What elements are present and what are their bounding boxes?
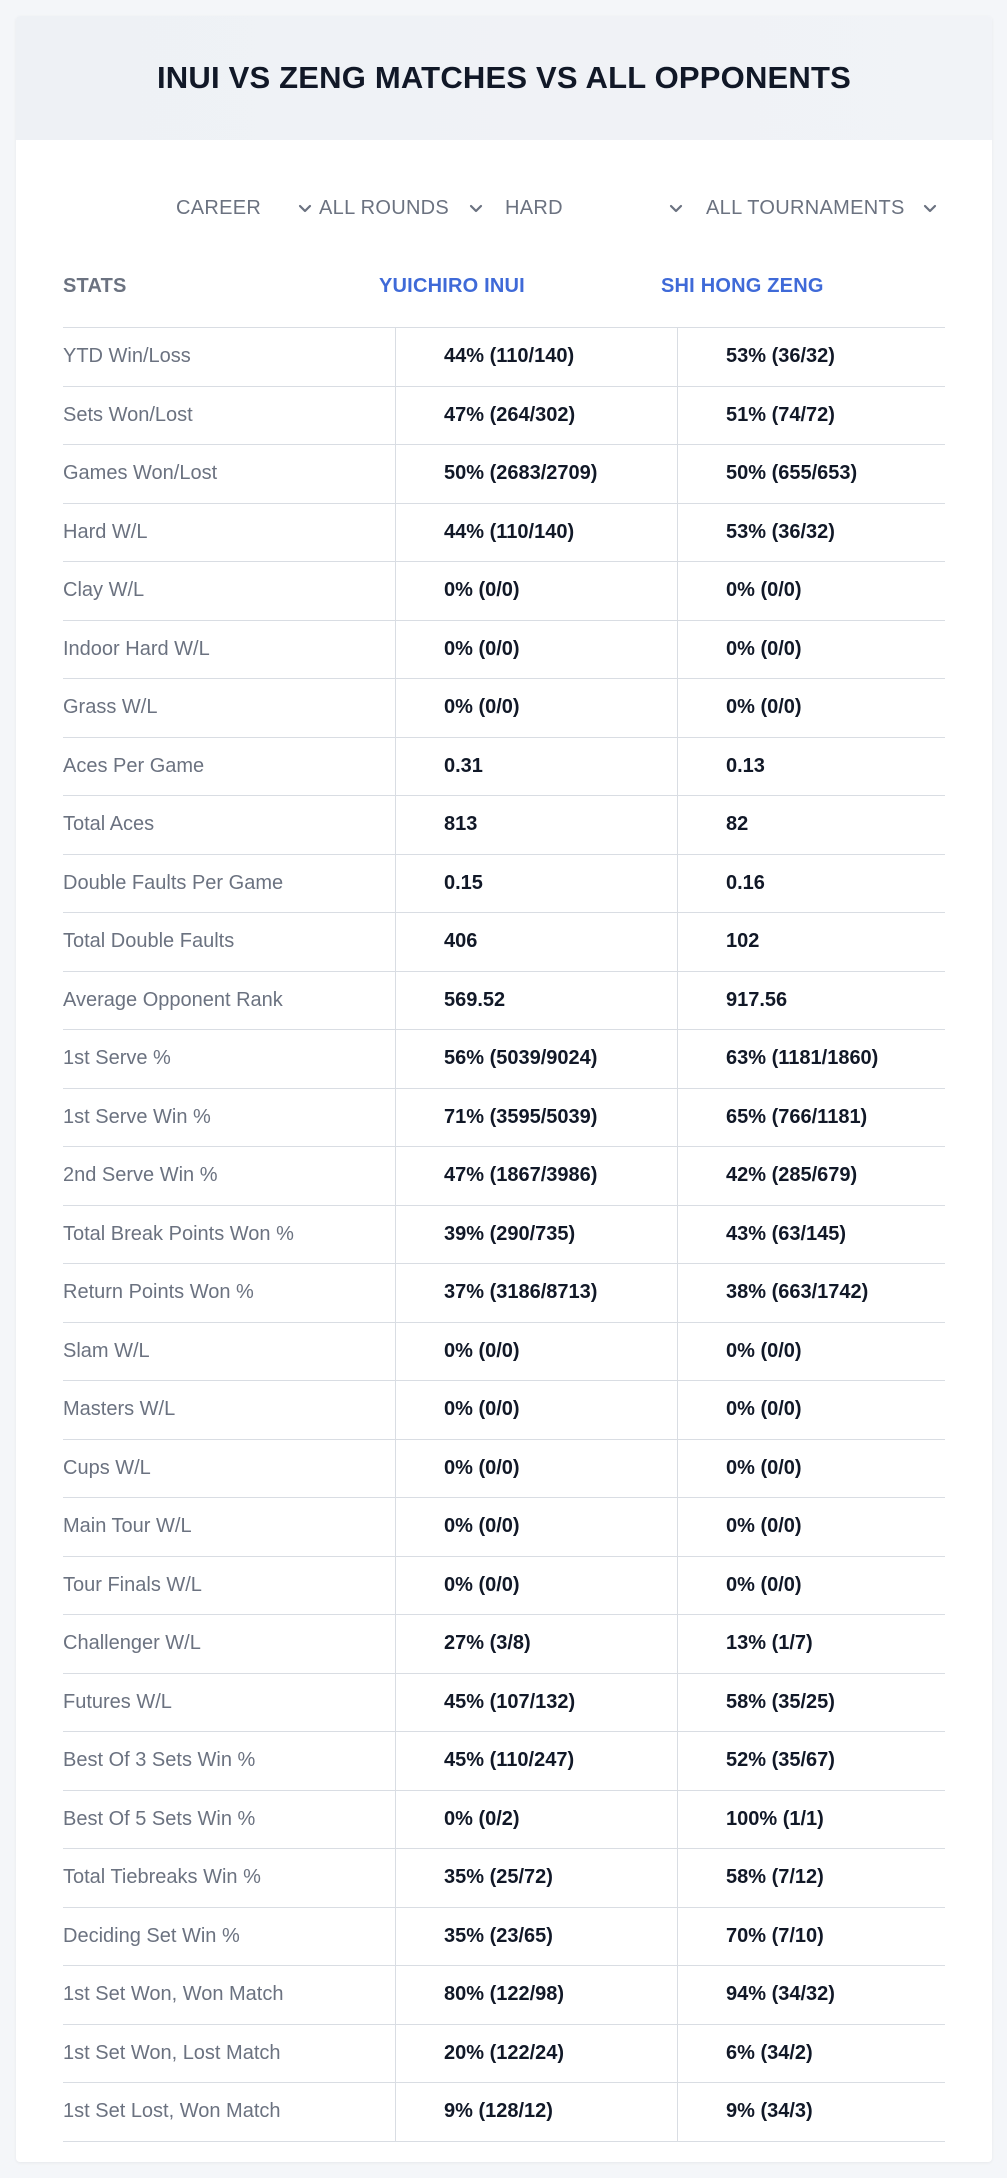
- stat-label: Tour Finals W/L: [63, 1573, 202, 1596]
- stat-label: 1st Set Lost, Won Match: [63, 2100, 281, 2123]
- player1-value: 44% (110/140): [395, 328, 677, 386]
- stat-label: Cups W/L: [63, 1456, 151, 1479]
- column-header-player1[interactable]: YUICHIRO INUI: [379, 275, 525, 297]
- player1-value: 20% (122/24): [395, 2025, 677, 2083]
- player1-value: 0.31: [395, 738, 677, 796]
- player2-value: 58% (7/12): [677, 1849, 945, 1907]
- table-row: [63, 913, 945, 972]
- rounds-select-value: ALL ROUNDS: [319, 196, 450, 219]
- stat-label: Return Points Won %: [63, 1281, 254, 1304]
- table-row: [63, 1732, 945, 1791]
- table-row: [63, 1615, 945, 1674]
- table-row: [63, 738, 945, 797]
- stat-label: Sets Won/Lost: [63, 403, 193, 426]
- player1-value: 0% (0/0): [395, 1498, 677, 1556]
- player1-value: 0% (0/0): [395, 562, 677, 620]
- player2-value: 52% (35/67): [677, 1732, 945, 1790]
- table-row: [63, 1323, 945, 1382]
- table-row: [63, 1089, 945, 1148]
- player1-value: 9% (128/12): [395, 2083, 677, 2141]
- player1-value: 0% (0/0): [395, 1440, 677, 1498]
- chevron-down-icon: [922, 200, 938, 216]
- player2-value: 38% (663/1742): [677, 1264, 945, 1322]
- stats-card: [16, 16, 992, 2162]
- table-row: [63, 1030, 945, 1089]
- surface-select-value: HARD: [505, 196, 563, 219]
- player2-value: 51% (74/72): [677, 387, 945, 445]
- player2-value: 102: [677, 913, 945, 971]
- player2-value: 63% (1181/1860): [677, 1030, 945, 1088]
- stat-label: Challenger W/L: [63, 1632, 201, 1655]
- column-header-player2[interactable]: SHI HONG ZENG: [661, 275, 824, 297]
- player1-value: 80% (122/98): [395, 1966, 677, 2024]
- player2-value: 0% (0/0): [677, 1323, 945, 1381]
- player2-value: 82: [677, 796, 945, 854]
- player1-value: 47% (264/302): [395, 387, 677, 445]
- table-row: [63, 1849, 945, 1908]
- chevron-down-icon: [297, 200, 313, 216]
- player1-value: 0% (0/0): [395, 1557, 677, 1615]
- table-row: [63, 1791, 945, 1850]
- table-row: [63, 1674, 945, 1733]
- stat-label: Deciding Set Win %: [63, 1924, 240, 1947]
- player1-value: 27% (3/8): [395, 1615, 677, 1673]
- player1-value: 0% (0/0): [395, 1323, 677, 1381]
- player2-value: 58% (35/25): [677, 1674, 945, 1732]
- stat-label: 1st Set Won, Won Match: [63, 1983, 284, 2006]
- table-row: [63, 387, 945, 446]
- player1-value: 406: [395, 913, 677, 971]
- player1-value: 50% (2683/2709): [395, 445, 677, 503]
- player2-value: 43% (63/145): [677, 1206, 945, 1264]
- player1-value: 569.52: [395, 972, 677, 1030]
- player1-value: 35% (23/65): [395, 1908, 677, 1966]
- stat-label: 1st Serve Win %: [63, 1105, 211, 1128]
- stat-label: Aces Per Game: [63, 754, 205, 777]
- stat-label: Indoor Hard W/L: [63, 637, 210, 660]
- player2-value: 9% (34/3): [677, 2083, 945, 2141]
- table-row: [63, 1966, 945, 2025]
- table-row: [63, 2025, 945, 2084]
- player2-value: 0% (0/0): [677, 1498, 945, 1556]
- stat-label: Total Double Faults: [63, 930, 235, 953]
- table-row: [63, 855, 945, 914]
- stats-table: [63, 244, 945, 2142]
- stat-label: Total Tiebreaks Win %: [63, 1866, 261, 1889]
- table-row: [63, 679, 945, 738]
- stat-label: Hard W/L: [63, 520, 148, 543]
- player1-value: 35% (25/72): [395, 1849, 677, 1907]
- player1-value: 39% (290/735): [395, 1206, 677, 1264]
- player1-value: 813: [395, 796, 677, 854]
- player1-value: 0% (0/0): [395, 621, 677, 679]
- player1-value: 0% (0/0): [395, 679, 677, 737]
- stat-label: Grass W/L: [63, 696, 158, 719]
- rounds-select[interactable]: [319, 188, 449, 228]
- player1-value: 0% (0/0): [395, 1381, 677, 1439]
- player2-value: 100% (1/1): [677, 1791, 945, 1849]
- table-row: [63, 1147, 945, 1206]
- stat-label: Clay W/L: [63, 579, 145, 602]
- table-row: [63, 621, 945, 680]
- stat-label: 1st Set Won, Lost Match: [63, 2041, 281, 2064]
- table-row: [63, 1440, 945, 1499]
- filter-bar: [16, 188, 992, 228]
- table-header: [63, 244, 945, 328]
- player2-value: 0.16: [677, 855, 945, 913]
- player2-value: 0% (0/0): [677, 621, 945, 679]
- stat-label: Average Opponent Rank: [63, 988, 283, 1011]
- stat-label: 2nd Serve Win %: [63, 1164, 218, 1187]
- tournaments-select[interactable]: [706, 188, 905, 228]
- card-header: [16, 16, 992, 140]
- table-row: [63, 328, 945, 387]
- column-header-stats: STATS: [63, 275, 127, 297]
- stat-label: Slam W/L: [63, 1339, 150, 1362]
- page-title: INUI VS ZENG MATCHES VS ALL OPPONENTS: [156, 60, 852, 95]
- table-row: [63, 796, 945, 855]
- player2-value: 53% (36/32): [677, 328, 945, 386]
- table-row: [63, 445, 945, 504]
- chevron-down-icon: [668, 200, 684, 216]
- player1-value: 56% (5039/9024): [395, 1030, 677, 1088]
- player2-value: 0% (0/0): [677, 1381, 945, 1439]
- stat-label: Futures W/L: [63, 1690, 172, 1713]
- table-row: [63, 1206, 945, 1265]
- player2-value: 0% (0/0): [677, 1440, 945, 1498]
- stat-label: Total Break Points Won %: [63, 1222, 294, 1245]
- player2-value: 0% (0/0): [677, 562, 945, 620]
- tournaments-select-value: ALL TOURNAMENTS: [706, 196, 905, 219]
- stat-label: Masters W/L: [63, 1398, 176, 1421]
- stat-label: Double Faults Per Game: [63, 871, 284, 894]
- player1-value: 44% (110/140): [395, 504, 677, 562]
- player2-value: 42% (285/679): [677, 1147, 945, 1205]
- chevron-down-icon: [468, 200, 484, 216]
- player1-value: 71% (3595/5039): [395, 1089, 677, 1147]
- player1-value: 47% (1867/3986): [395, 1147, 677, 1205]
- surface-select[interactable]: [505, 188, 563, 228]
- player2-value: 94% (34/32): [677, 1966, 945, 2024]
- player2-value: 917.56: [677, 972, 945, 1030]
- player1-value: 0.15: [395, 855, 677, 913]
- stat-label: 1st Serve %: [63, 1047, 171, 1070]
- player2-value: 53% (36/32): [677, 504, 945, 562]
- player2-value: 0.13: [677, 738, 945, 796]
- table-row: [63, 1264, 945, 1323]
- player1-value: 37% (3186/8713): [395, 1264, 677, 1322]
- player2-value: 65% (766/1181): [677, 1089, 945, 1147]
- table-row: [63, 2083, 945, 2142]
- player2-value: 70% (7/10): [677, 1908, 945, 1966]
- player2-value: 13% (1/7): [677, 1615, 945, 1673]
- stat-label: Best Of 3 Sets Win %: [63, 1749, 256, 1772]
- stat-label: Main Tour W/L: [63, 1515, 192, 1538]
- table-row: [63, 972, 945, 1031]
- period-select[interactable]: [176, 188, 261, 228]
- table-row: [63, 1908, 945, 1967]
- player2-value: 0% (0/0): [677, 679, 945, 737]
- stat-label: Games Won/Lost: [63, 462, 218, 485]
- player2-value: 50% (655/653): [677, 445, 945, 503]
- stat-label: Best Of 5 Sets Win %: [63, 1807, 256, 1830]
- player1-value: 45% (110/247): [395, 1732, 677, 1790]
- stat-label: Total Aces: [63, 813, 155, 836]
- period-select-value: CAREER: [176, 196, 262, 219]
- table-row: [63, 1381, 945, 1440]
- player2-value: 0% (0/0): [677, 1557, 945, 1615]
- table-row: [63, 562, 945, 621]
- player1-value: 0% (0/2): [395, 1791, 677, 1849]
- table-row: [63, 1498, 945, 1557]
- table-row: [63, 1557, 945, 1616]
- stat-label: YTD Win/Loss: [63, 345, 191, 368]
- table-row: [63, 504, 945, 563]
- player1-value: 45% (107/132): [395, 1674, 677, 1732]
- player2-value: 6% (34/2): [677, 2025, 945, 2083]
- table-body: [63, 328, 945, 2142]
